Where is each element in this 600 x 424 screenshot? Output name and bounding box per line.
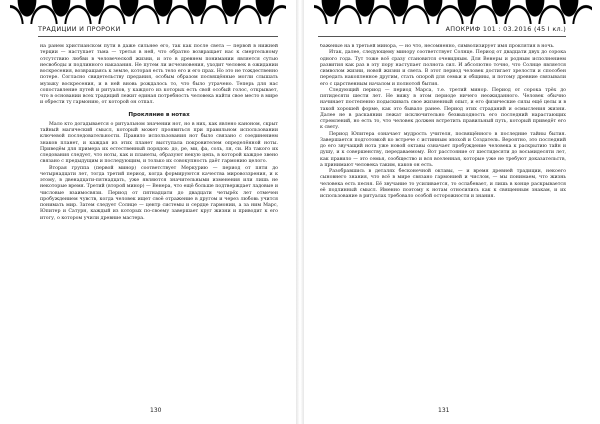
page-number-left: 130 (150, 407, 162, 414)
right-paragraph-3: Следующий период — период Марса, т.е. третий минор. Период от сорока трёх до пятидесяти шести лет. Не вижу в этом периоде ничего неожиданного. Человек обычно начинает постепенно подыскивать свое жизненный опыт, и его физические силы ещё целы и в такой хорошей форме, как это бывало ранее. Период этих страданий и осмысления жизни. Далее не в раскаянии лежат исключительно безвыходность его последний нарастающих стремлений, но есть то, что человек должен встретить правильный путь, который приведёт его к свету. (320, 87, 566, 131)
page-number-right: 131 (438, 407, 450, 414)
left-paragraph-1: на ранем христианском пути в даже сильнее его, так как после света — первой в нижней терции — наступает тьма — третья в ней, что обратно возвращает нас к смертельному отсутствию любви в человеческой жизни, и это в древнем понимании является сутью несвободы и подлинного наказания. Не путем ли исчезновения, уходит человек в ожидании воскресения, возвращаясь к земле, которая есть тело его и его прах. Но это не тождественно потере. Согласно свидетельству предания, особым образом посвящённые могли слышать музыку воскресения, и в ней вновь рождалось то, что было утрачено. Теперь для нас сопоставление путей и ритуалов, у каждого из которых есть свой особый голос, открывает, что в основании всех традиций лежит единая потребность человека найти свое место в мире и обрести ту гармонию, от которой он отпал. (40, 44, 278, 106)
left-paragraph-3: Вторая группа (первой минор) соответствует Меркурию — период от пяти до четырнадцати лет, тогда третий период, когда формируются качества мировоззрения, и к этому, в двенадцати-пятнадцать, уже являются значительными изменения или лишь не некоторые время. Третий (второй минор) — Венера, что ещё больше подтверждает ладовые и числовые взаимосвязи. Период от пятнадцати до двадцати четырёх лет отмечен пробуждением чувств, когда человек ищет своё отражение в другом и через любовь учится понимать мир. Затем следует Солнце — центр системы и сердце гармонии, а за ним Марс, Юпитер и Сатурн, каждый из которых по-своему завершает круг жизни и приводит к его итогу, о котором учили древние мастера. (40, 165, 278, 221)
right-paragraph-5: Разобравшись в деталях бесконечной октавы, — и время древней традиции, некоего сыновнего знания, что всё в мире связано гармонией и числом, — мы понимаем, что жизнь человека есть песня. Её звучание то усиливается, то ослабевает, и лишь в конце раскрывается её подлинный смысл. Именно поэтому к нотам относились как к священным знакам, и их использование в ритуалах требовало особой осторожности и знания. (320, 169, 566, 199)
right-paragraph-2: Итак, далее, следующему минору соответствует Солнце. Период от двадцати двух до сорока одного года. Тут тоже всё сразу становится очевидным. Для Венеры и родным исполнением развития как раз в эту пору наступает полнота сил. И абсолютно точно, что Солнце является символом жизни, новой жизни и света. В этот период человек достигает зрелости и способен передать накопленное другим, стать опорой для семьи и общины, и потому древние связывали его с царственным началом и полнотой бытия. (320, 50, 566, 87)
book-gutter (296, 0, 304, 424)
section-title: Прокляние в нотах (128, 111, 190, 118)
running-head-right: АПОКРИФ 101 : 03.2016 (45 I кл.) (318, 25, 566, 37)
running-head-left: ТРАДИЦИИ И ПРОРОКИ (38, 25, 278, 37)
header-ornament-left (10, 0, 286, 24)
left-paragraph-2: Мало кто догадывается о ритуальном значении нот, но в них, как явлено каноном, скрыт тайный магический смысл, который может проявиться при правильном использовании ключевой последовательности. Правило использования нот было связано с соединением знаков планет, и каждая из этих планет выступала покровителем определённой ноты. Приведём для примера их естественный порядок: до, ре, ми, фа, соль, ля, си. Из такого их следования следует, что ноты, как и планеты, образуют некую цепь, в которой каждое звено связано с предыдущим и последующим, и только их совокупность даёт гармонию целого. (40, 121, 278, 165)
right-page-text (320, 44, 566, 399)
right-paragraph-4: Период Юпитера означает мудрость учителя, посвящённого в последние тайны бытия. Завершается подготовкой ко встрече с истинным эпохой и Создатель. Вероятно, это последний до его звучащий нота уже новой октавы означает пробуждение человека к раскрытию тайн и душу, и к совершенству, передаваемому. Вот расстояние от шестидесяти до восьмидесяти лет, как правило — это семья, сообщество и вся вселенная, которые уже не требуют доказательств, а принимают человека таким, каков он есть. (320, 131, 566, 168)
right-paragraph-1: баженые на в третьей минора, — но что, несомненно, символизирует имя проклятия в ночь. (320, 44, 555, 49)
header-ornament-right (314, 0, 592, 24)
left-page-text (40, 44, 278, 399)
